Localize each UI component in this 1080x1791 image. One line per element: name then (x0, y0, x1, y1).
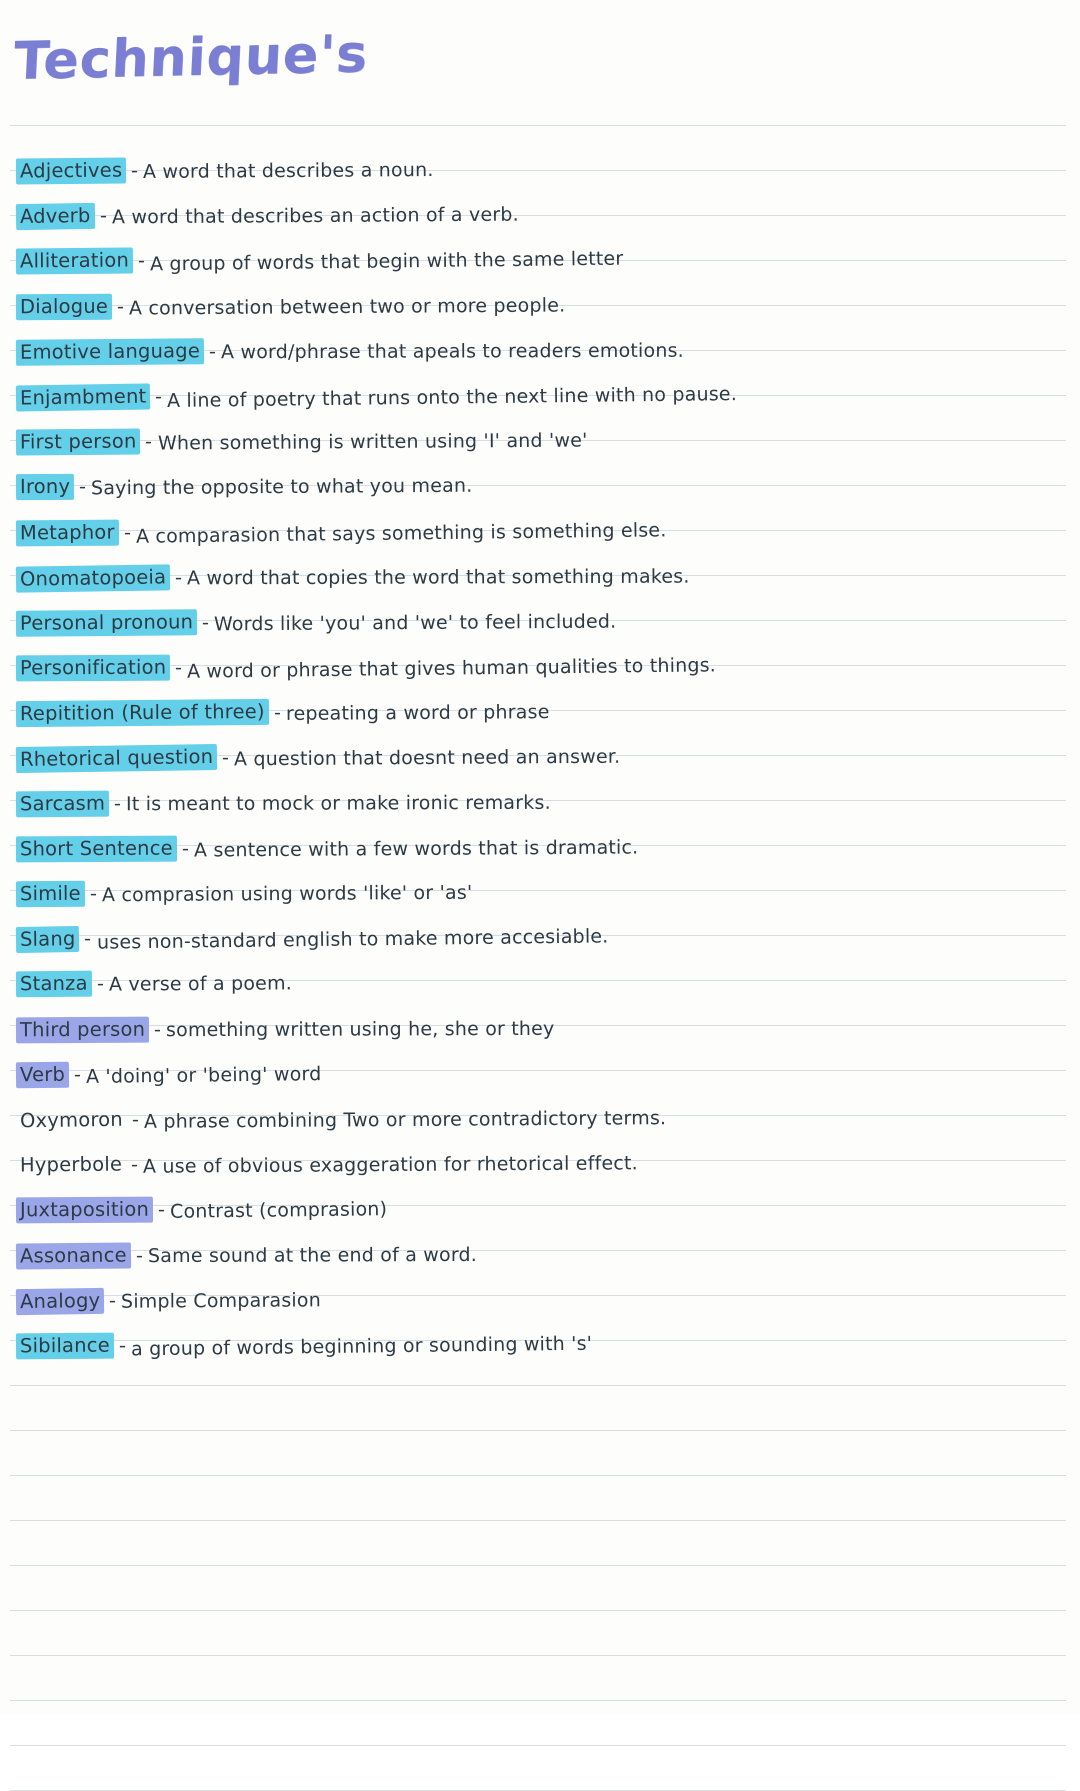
glossary-dash: - (123, 520, 131, 544)
glossary-entry (16, 384, 1062, 429)
glossary-definition: something written using he, she or they (166, 1016, 555, 1041)
rule-line (10, 1430, 1066, 1431)
glossary-dash: - (131, 1153, 139, 1177)
glossary-term: Enjambment (16, 383, 151, 411)
glossary-term: Juxtaposition (16, 1197, 153, 1224)
glossary-dash: - (131, 158, 139, 183)
glossary-dash: - (175, 656, 183, 680)
glossary-term: Third person (16, 1016, 149, 1043)
glossary-dash: - (99, 204, 107, 228)
glossary-term: Dialogue (16, 293, 112, 320)
glossary-dash: - (73, 1062, 82, 1086)
glossary-term: Adverb (16, 203, 95, 230)
glossary-dash: - (208, 339, 217, 363)
glossary-entry (16, 339, 1062, 384)
glossary-term: Repitition (Rule of three) (16, 699, 269, 727)
glossary-definition: Simple Comparasion (121, 1288, 322, 1312)
glossary-dash: - (175, 565, 183, 589)
glossary-definition: A conversation between two or more people. (129, 293, 566, 319)
glossary-term: Verb (16, 1062, 69, 1088)
glossary-definition: A word that copies the word that something makes. (187, 564, 690, 589)
rule-line (10, 1610, 1066, 1611)
glossary-entry (16, 203, 1062, 248)
glossary-entry (16, 1243, 1062, 1288)
glossary-definition: A line of poetry that runs onto the next line with no pause. (167, 382, 738, 412)
rule-line (10, 1700, 1066, 1701)
glossary-entry (16, 1107, 1062, 1152)
glossary-entry (16, 248, 1062, 293)
glossary-entry (16, 700, 1062, 745)
glossary-dash: - (154, 1017, 162, 1041)
glossary-dash: - (116, 294, 125, 318)
glossary-dash: - (79, 475, 87, 499)
glossary-entry (16, 1333, 1062, 1378)
glossary-entry (16, 1062, 1062, 1107)
glossary-definition: It is meant to mock or make ironic remarks. (126, 790, 552, 815)
glossary-definition: Saying the opposite to what you mean. (91, 474, 473, 500)
glossary-term: Short Sentence (16, 835, 177, 862)
glossary-definition: repeating a word or phrase (285, 700, 550, 725)
glossary-dash: - (155, 384, 163, 408)
glossary-term: Oxymoron (19, 1107, 124, 1133)
glossary-definition: a group of words beginning or sounding with 's' (130, 1332, 593, 1360)
glossary-definition: When something is written using 'I' and 'we' (157, 429, 588, 455)
glossary-definition: Same sound at the end of a word. (147, 1242, 477, 1267)
glossary-term: Assonance (16, 1242, 131, 1269)
glossary-dash: - (131, 1107, 139, 1131)
glossary-term: Rhetorical question (16, 744, 218, 773)
glossary-term: Onomatopoeia (16, 564, 171, 592)
glossary-term: First person (16, 429, 141, 456)
glossary-entry (16, 1152, 1062, 1197)
glossary-definition: A word that describes a noun. (143, 158, 434, 183)
glossary-term: Personification (16, 655, 170, 682)
glossary-definition: A use of obvious exaggeration for rhetorical effect. (143, 1151, 639, 1178)
glossary-dash: - (135, 1243, 143, 1267)
glossary-entry (16, 655, 1062, 700)
glossary-definition: uses non-standard english to make more accesiable. (96, 925, 609, 954)
glossary-entry (16, 926, 1062, 971)
glossary-term: Alliteration (16, 248, 133, 275)
glossary-term: Emotive language (16, 338, 204, 366)
rule-line (10, 1655, 1066, 1656)
glossary-definition: Words like 'you' and 'we' to feel included. (214, 609, 617, 635)
glossary-entry (16, 565, 1062, 610)
glossary-dash: - (137, 249, 146, 273)
glossary-entry (16, 745, 1062, 790)
glossary-definition: A group of words that begin with the same letter (149, 247, 624, 276)
glossary-term: Hyperbole (19, 1152, 123, 1177)
glossary-dash: - (157, 1198, 166, 1222)
rule-line (10, 1385, 1066, 1386)
glossary-term: Simile (16, 881, 85, 908)
glossary-definition: A comprasion using words 'like' or 'as' (101, 881, 473, 906)
glossary-entry (16, 520, 1062, 565)
glossary-entry (16, 836, 1062, 881)
glossary-term: Analogy (16, 1287, 105, 1314)
glossary-entry (16, 429, 1062, 474)
glossary-dash: - (109, 1288, 117, 1312)
glossary-term: Sarcasm (16, 790, 109, 817)
glossary-entry (16, 791, 1062, 836)
rule-line (10, 125, 1066, 126)
rule-line (10, 1745, 1066, 1746)
glossary-term: Stanza (16, 971, 92, 998)
glossary-dash: - (181, 836, 189, 860)
glossary-definition: A phrase combining Two or more contradictory terms. (143, 1106, 667, 1133)
glossary-definition: A sentence with a few words that is dramatic. (193, 835, 639, 861)
glossary-term: Irony (16, 474, 74, 500)
glossary-entry (16, 294, 1062, 339)
glossary-term: Adjectives (16, 158, 127, 185)
glossary-term: Metaphor (16, 519, 119, 546)
glossary-definition: A word/phrase that apeals to readers emotions. (221, 338, 685, 363)
glossary-definition: Contrast (comprasion) (170, 1197, 388, 1223)
glossary-definition: A word that describes an action of a verb. (111, 203, 519, 229)
glossary-list (16, 158, 1062, 1378)
glossary-definition: A 'doing' or 'being' word (85, 1062, 322, 1088)
page-title: Technique's (12, 24, 370, 92)
glossary-dash: - (96, 972, 104, 996)
glossary-definition: A comparasion that says something is something else. (135, 518, 667, 547)
glossary-dash: - (89, 881, 97, 906)
glossary-term: Slang (16, 926, 80, 953)
glossary-term: Sibilance (16, 1332, 114, 1359)
glossary-entry (16, 1017, 1062, 1062)
rule-line (10, 1565, 1066, 1566)
glossary-dash: - (84, 927, 92, 951)
glossary-dash: - (273, 701, 281, 725)
glossary-dash: - (222, 746, 230, 770)
glossary-dash: - (145, 430, 153, 454)
glossary-entry (16, 1197, 1062, 1242)
glossary-entry (16, 971, 1062, 1016)
glossary-dash: - (118, 1333, 126, 1357)
glossary-dash: - (202, 610, 210, 634)
glossary-entry (16, 610, 1062, 655)
rule-line (10, 1475, 1066, 1476)
glossary-entry (16, 474, 1062, 519)
glossary-entry (16, 1288, 1062, 1333)
glossary-entry (16, 158, 1062, 203)
glossary-entry (16, 881, 1062, 926)
glossary-definition: A question that doesnt need an answer. (234, 745, 621, 771)
glossary-definition: A verse of a poem. (108, 972, 292, 996)
glossary-dash: - (114, 791, 122, 815)
glossary-term: Personal pronoun (16, 609, 197, 637)
glossary-definition: A word or phrase that gives human qualities to things. (187, 653, 717, 683)
rule-line (10, 1520, 1066, 1521)
